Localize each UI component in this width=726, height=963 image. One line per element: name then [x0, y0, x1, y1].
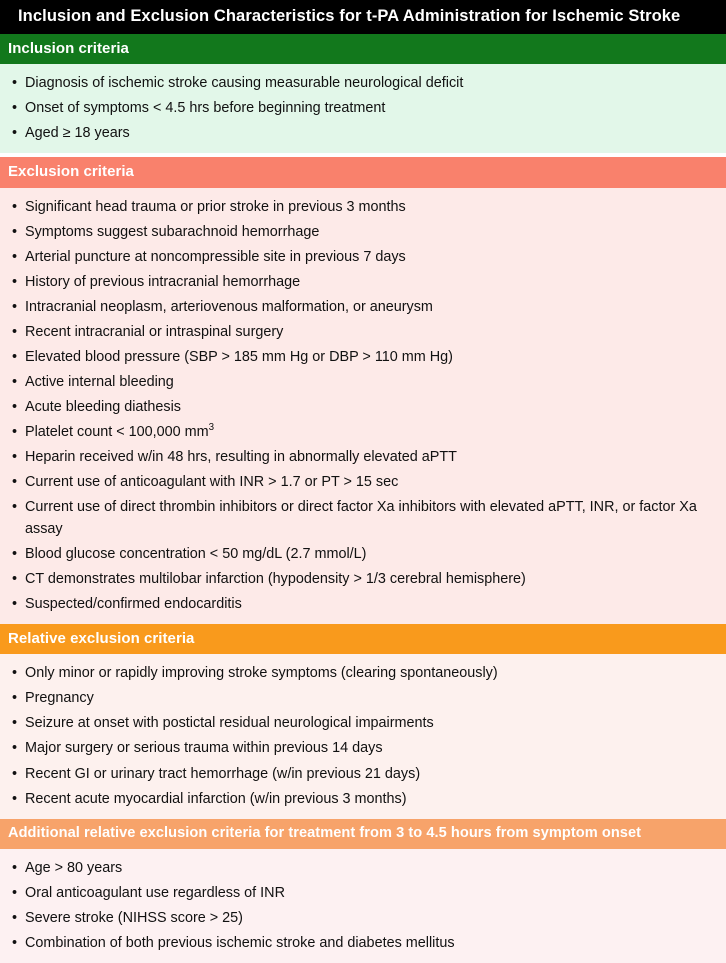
bullet-icon: • [12, 423, 18, 440]
bullet-icon: • [12, 571, 18, 588]
list-item-text: Major surgery or serious trauma within previous 14 days [25, 740, 383, 757]
bullet-icon: • [12, 765, 18, 782]
relative-exclusion-criteria-list [8, 662, 716, 809]
list-item [8, 246, 716, 268]
bullet-icon: • [12, 298, 18, 315]
list-item [8, 907, 716, 929]
bullet-icon: • [12, 790, 18, 807]
bullet-icon: • [12, 715, 18, 732]
bullet-icon: • [12, 248, 18, 265]
list-item-text: Suspected/confirmed endocarditis [25, 596, 242, 613]
list-item [8, 857, 716, 879]
section-header-inclusion: Inclusion criteria [0, 34, 726, 64]
bullet-icon: • [12, 473, 18, 490]
section-header-additional-relative-exclusion: Additional relative exclusion criteria for treatment from 3 to 4.5 hours from symptom onset [0, 819, 726, 849]
list-item-text: Severe stroke (NIHSS score > 25) [25, 909, 243, 926]
exclusion-criteria-list [8, 196, 716, 616]
list-item [8, 543, 716, 565]
list-item [8, 662, 716, 684]
list-item [8, 72, 716, 94]
bullet-icon: • [12, 198, 18, 215]
list-item [8, 97, 716, 119]
bullet-icon: • [12, 690, 18, 707]
list-item-text: Active internal bleeding [25, 373, 174, 390]
list-item [8, 196, 716, 218]
page-title: Inclusion and Exclusion Characteristics for t-PA Administration for Ischemic Stroke [0, 0, 726, 34]
list-item-text: Seizure at onset with postictal residual neurological impairments [25, 715, 434, 732]
list-item-text: Diagnosis of ischemic stroke causing measurable neurological deficit [25, 75, 464, 92]
list-item-text: Current use of direct thrombin inhibitors or direct factor Xa inhibitors with elevated aPTT, INR, or factor Xa assay [25, 498, 697, 537]
list-item-text: Recent intracranial or intraspinal surgery [25, 323, 284, 340]
bullet-icon: • [12, 223, 18, 240]
list-item [8, 271, 716, 293]
list-item [8, 496, 716, 540]
bullet-icon: • [12, 323, 18, 340]
list-item-text: Heparin received w/in 48 hrs, resulting in abnormally elevated aPTT [25, 448, 457, 465]
bullet-icon: • [12, 740, 18, 757]
list-item-text: Acute bleeding diathesis [25, 398, 182, 415]
bullet-icon: • [12, 884, 18, 901]
list-item [8, 882, 716, 904]
list-item-text: Recent GI or urinary tract hemorrhage (w/in previous 21 days) [25, 765, 421, 782]
bullet-icon: • [12, 273, 18, 290]
list-item-text: Elevated blood pressure (SBP > 185 mm Hg or DBP > 110 mm Hg) [25, 348, 453, 365]
bullet-icon: • [12, 75, 18, 92]
list-item-text: Current use of anticoagulant with INR > 1.7 or PT > 15 sec [25, 473, 399, 490]
additional-relative-exclusion-criteria-list [8, 857, 716, 954]
list-item-text: Age > 80 years [25, 859, 123, 876]
bullet-icon: • [12, 909, 18, 926]
section-body-additional-relative-exclusion [0, 849, 726, 963]
list-item [8, 687, 716, 709]
section-header-exclusion: Exclusion criteria [0, 157, 726, 187]
bullet-icon: • [12, 546, 18, 563]
bullet-icon: • [12, 859, 18, 876]
list-item-text: Symptoms suggest subarachnoid hemorrhage [25, 223, 320, 240]
list-item [8, 788, 716, 810]
inclusion-criteria-list [8, 72, 716, 144]
list-item-text: Significant head trauma or prior stroke in previous 3 months [25, 198, 406, 215]
section-header-relative-exclusion: Relative exclusion criteria [0, 624, 726, 654]
bullet-icon: • [12, 448, 18, 465]
list-item [8, 737, 716, 759]
list-item [8, 712, 716, 734]
section-body-relative-exclusion [0, 654, 726, 818]
bullet-icon: • [12, 398, 18, 415]
list-item-text: Onset of symptoms < 4.5 hrs before beginning treatment [25, 100, 386, 117]
bullet-icon: • [12, 934, 18, 951]
list-item-text: History of previous intracranial hemorrhage [25, 273, 301, 290]
list-item [8, 371, 716, 393]
list-item [8, 221, 716, 243]
bullet-icon: • [12, 596, 18, 613]
list-item-text: Blood glucose concentration < 50 mg/dL (2.7 mmol/L) [25, 546, 367, 563]
list-item [8, 763, 716, 785]
list-item [8, 471, 716, 493]
bullet-icon: • [12, 100, 18, 117]
list-item [8, 421, 716, 443]
section-body-inclusion [0, 64, 726, 153]
section-body-exclusion [0, 188, 726, 625]
list-item-text: Aged ≥ 18 years [25, 125, 130, 142]
list-item-text: Combination of both previous ischemic stroke and diabetes mellitus [25, 934, 455, 951]
list-item-text: CT demonstrates multilobar infarction (hypodensity > 1/3 cerebral hemisphere) [25, 571, 526, 588]
list-item [8, 321, 716, 343]
bullet-icon: • [12, 348, 18, 365]
list-item-text: Platelet count < 100,000 $mm^3$ [25, 422, 215, 440]
list-item [8, 396, 716, 418]
list-item-text: Pregnancy [25, 690, 94, 707]
list-item-text: Arterial puncture at noncompressible site in previous 7 days [25, 248, 406, 265]
bullet-icon: • [12, 498, 18, 515]
list-item-text: Recent acute myocardial infarction (w/in previous 3 months) [25, 790, 407, 807]
list-item [8, 122, 716, 144]
list-item [8, 568, 716, 590]
bullet-icon: • [12, 665, 18, 682]
list-item-text: Only minor or rapidly improving stroke symptoms (clearing spontaneously) [25, 665, 498, 682]
bullet-icon: • [12, 125, 18, 142]
list-item [8, 932, 716, 954]
list-item-text: Oral anticoagulant use regardless of INR [25, 884, 285, 901]
list-item [8, 296, 716, 318]
list-item [8, 446, 716, 468]
list-item-text: Intracranial neoplasm, arteriovenous malformation, or aneurysm [25, 298, 433, 315]
list-item [8, 346, 716, 368]
list-item [8, 593, 716, 615]
bullet-icon: • [12, 373, 18, 390]
